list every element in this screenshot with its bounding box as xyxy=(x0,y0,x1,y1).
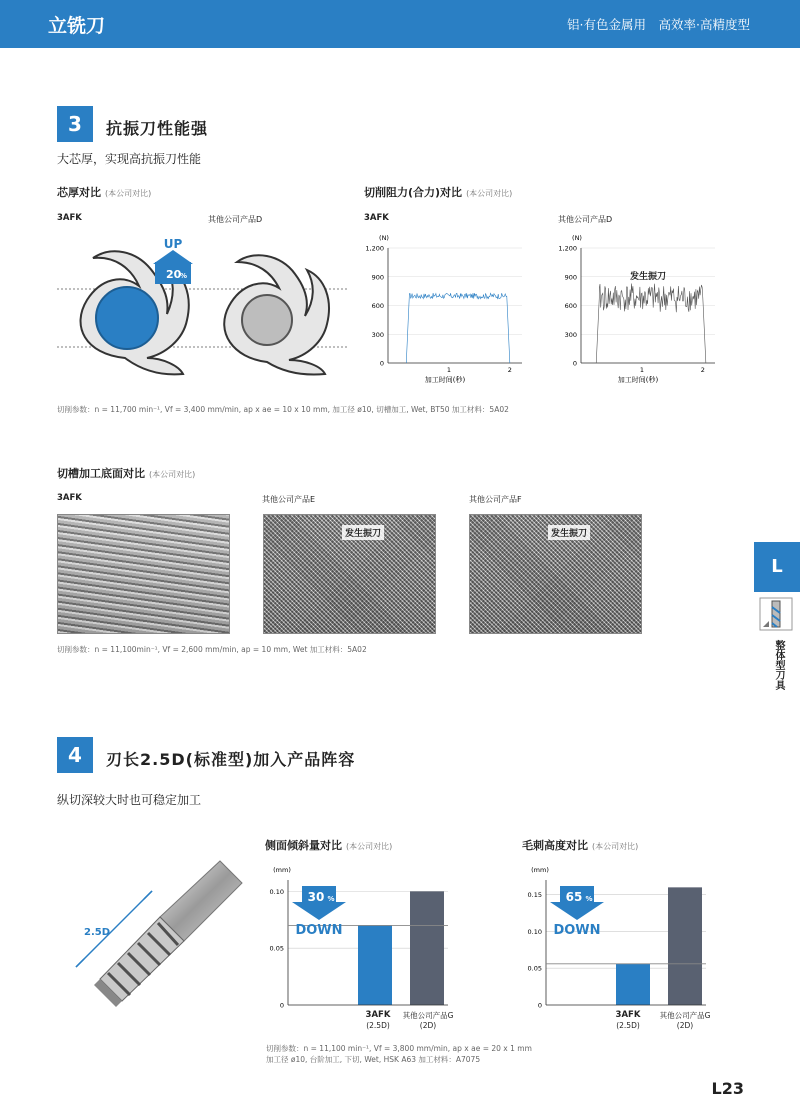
section-3-badge: 3 xyxy=(57,106,93,142)
page-number: L23 xyxy=(711,1079,744,1098)
y-tick-label: 600 xyxy=(564,302,577,310)
endmill-category-icon xyxy=(759,597,793,631)
y-tick-label: 0.10 xyxy=(527,927,542,936)
tilt-cat-b-sub: (2D) xyxy=(419,1021,437,1030)
endmill-illustration xyxy=(60,855,260,1025)
y-tick-label: 900 xyxy=(371,273,384,282)
section-4-subtitle: 纵切深较大时也可稳定加工 xyxy=(57,793,202,807)
y-tick-label: 1,200 xyxy=(365,244,384,253)
force-chart-3afk xyxy=(362,228,532,388)
side-vertical-label: 整体型刀具 xyxy=(773,640,784,690)
force-signal-line xyxy=(596,284,706,364)
y-tick-label: 0 xyxy=(279,1001,284,1010)
chatter-label-f: 发生振刀 xyxy=(548,525,590,540)
header-tags: 铝·有色金属用 高效率·高精度型 xyxy=(567,17,750,32)
bar-competitor-g xyxy=(410,891,444,1005)
surface-image-e xyxy=(263,514,436,634)
y-tick-label: 1,200 xyxy=(558,244,577,253)
y-unit-label: (N) xyxy=(379,234,389,242)
surface-label-a: 3AFK xyxy=(57,493,82,503)
bar-3afk xyxy=(358,925,392,1005)
tilt-chart xyxy=(262,860,462,1035)
down-value: 30 xyxy=(307,890,325,904)
surface-image-3afk xyxy=(57,514,230,634)
tilt-heading: 侧面倾斜量对比 (本公司对比) xyxy=(265,839,393,852)
x-axis-label: 加工时间(秒) xyxy=(424,376,466,384)
bar-competitor-g xyxy=(668,887,702,1005)
page-header xyxy=(0,0,800,48)
burr-heading: 毛刺高度对比 (本公司对比) xyxy=(522,839,639,852)
down-unit: % xyxy=(585,895,593,903)
chatter-label-force: 发生振刀 xyxy=(630,272,667,282)
core-diagram xyxy=(57,228,347,378)
y-unit-label: (mm) xyxy=(531,866,549,874)
core-heading: 芯厚对比 (本公司对比) xyxy=(57,186,152,199)
x-tick-label: 2 xyxy=(700,366,705,374)
tilt-cat-a: 3AFK xyxy=(365,1010,391,1020)
x-axis-label: 加工时间(秒) xyxy=(617,376,659,384)
y-tick-label: 300 xyxy=(371,330,384,339)
burr-chart xyxy=(520,860,720,1035)
y-tick-label: 0.10 xyxy=(269,887,284,896)
burr-cat-b: 其他公司产品G xyxy=(659,1011,711,1020)
up-label: UP xyxy=(163,237,183,251)
x-tick-label: 1 xyxy=(639,366,644,374)
side-tab-l: L xyxy=(754,542,800,592)
surface-image-f xyxy=(469,514,642,634)
y-tick-label: 0.05 xyxy=(527,964,542,973)
x-tick-label: 1 xyxy=(446,366,451,374)
burr-cat-a-sub: (2.5D) xyxy=(616,1021,640,1030)
y-tick-label: 0 xyxy=(537,1001,542,1010)
bar-3afk xyxy=(616,964,650,1005)
y-tick-label: 300 xyxy=(564,330,577,339)
header-title: 立铣刀 xyxy=(48,15,106,37)
tool-length-label: 2.5D xyxy=(84,927,111,938)
down-unit: % xyxy=(327,895,335,903)
burr-cat-b-sub: (2D) xyxy=(676,1021,694,1030)
tilt-cat-a-sub: (2.5D) xyxy=(366,1021,390,1030)
down-value: 65 xyxy=(565,890,583,904)
tool-d-profile xyxy=(224,255,329,374)
section-3-subtitle: 大芯厚，实现高抗振刀性能 xyxy=(57,152,202,166)
up-value: 20 xyxy=(166,268,182,281)
tilt-cat-b: 其他公司产品G xyxy=(402,1011,454,1020)
surface-heading: 切槽加工底面对比 (本公司对比) xyxy=(57,467,196,480)
chatter-label-e: 发生振刀 xyxy=(342,525,384,540)
up-unit: % xyxy=(180,272,188,280)
surface-label-b: 其他公司产品E xyxy=(262,495,316,504)
cutting-params-3-line1: 切削参数：n = 11,100 min⁻¹, Vf = 3,800 mm/min, ap x ae = 20 x 1 mm xyxy=(266,1044,532,1053)
cutting-params-2: 切削参数：n = 11,100min⁻¹, Vf = 2,600 mm/min, ap = 10 mm, Wet 加工材料：5A02 xyxy=(57,645,367,654)
down-label: DOWN xyxy=(553,923,601,938)
section-4-badge: 4 xyxy=(57,737,93,773)
down-label: DOWN xyxy=(295,923,343,938)
surface-label-c: 其他公司产品F xyxy=(469,495,522,504)
force-heading: 切削阻力(合力)对比 (本公司对比) xyxy=(364,186,513,199)
force-label-b: 其他公司产品D xyxy=(558,215,613,224)
section-3-title: 抗振刀性能强 xyxy=(106,119,209,138)
y-tick-label: 0.05 xyxy=(269,944,284,953)
y-tick-label: 0 xyxy=(379,359,384,368)
y-tick-label: 900 xyxy=(564,273,577,282)
y-unit-label: (N) xyxy=(572,234,582,242)
cutting-params-3-line2: 加工径 ø10, 台阶加工, 下切, Wet, HSK A63 加工材料：A7075 xyxy=(266,1055,481,1064)
cutting-params-1: 切削参数：n = 11,700 min⁻¹, Vf = 3,400 mm/min, ap x ae = 10 x 10 mm, 加工径 ø10, 切槽加工, Wet, BT50 加工材料：5A02 xyxy=(57,405,509,414)
force-label-a: 3AFK xyxy=(364,213,389,223)
force-signal-line xyxy=(406,293,510,363)
y-tick-label: 600 xyxy=(371,302,384,310)
core-label-b: 其他公司产品D xyxy=(208,215,263,224)
y-tick-label: 0 xyxy=(572,359,577,368)
force-chart-d xyxy=(555,228,725,388)
y-tick-label: 0.15 xyxy=(527,891,542,900)
burr-cat-a: 3AFK xyxy=(615,1010,641,1020)
y-unit-label: (mm) xyxy=(273,866,291,874)
section-4-title: 刃长2.5D(标准型)加入产品阵容 xyxy=(106,750,356,769)
x-tick-label: 2 xyxy=(507,366,512,374)
core-label-a: 3AFK xyxy=(57,213,82,223)
